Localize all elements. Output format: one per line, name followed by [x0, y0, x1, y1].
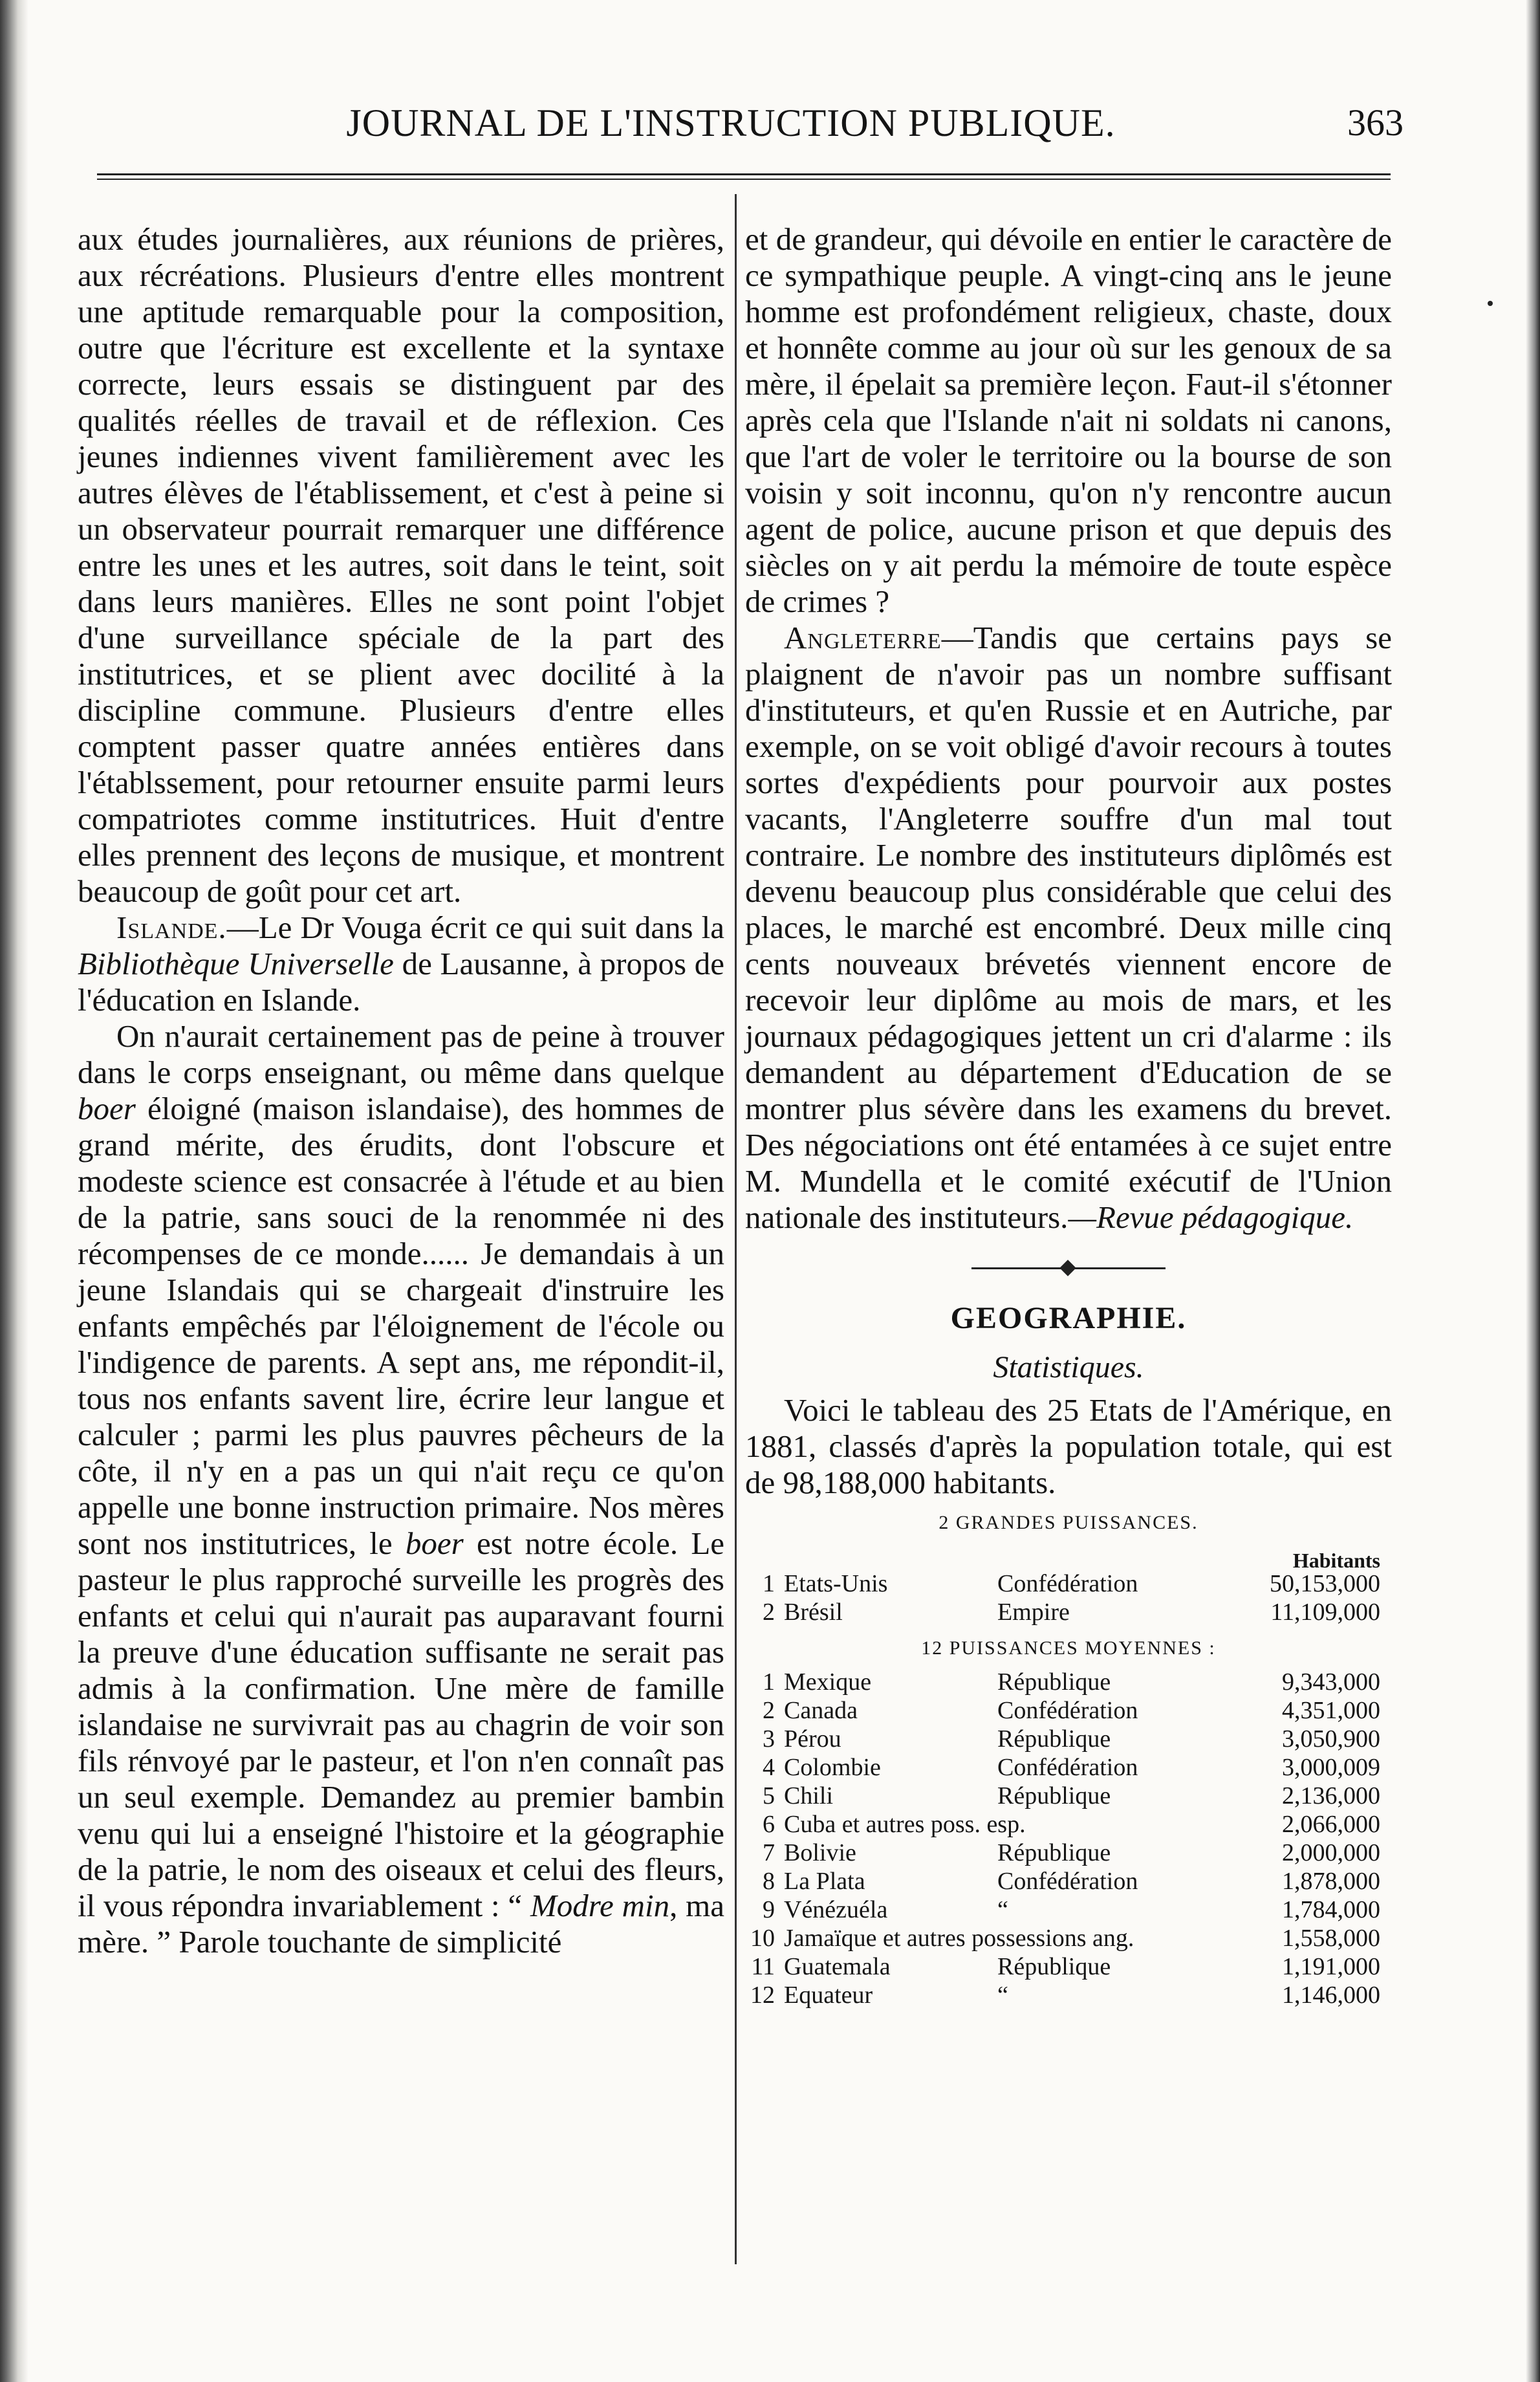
- column-header-habitants: Habitants: [1292, 1549, 1380, 1572]
- country-name: Bolivie: [784, 1839, 856, 1866]
- paragraph-islande-continued: et de grandeur, qui dévoile en entier le caractère de ce sympathique peuple. A vingt-cinq ans le jeune homme est profondément religieux, chaste, doux et honnête comme au jour où sur les genoux de sa mère, il épelait sa première leçon. Faut-il s'étonner après cela que l'Islande n'ait ni soldats ni canons, que l'art de voler le territoire ou la bourse de son voisin y soit inconnu, qu'on n'y rencontre aucun agent de police, aucune prison et que depuis des siècles on y ait perdu la mémoire de toute espèce de crimes ?: [745, 221, 1392, 619]
- country-name: Vénézuéla: [784, 1896, 888, 1923]
- source-revue-pedagogique: —Revue pédagogique.: [1068, 1199, 1354, 1235]
- population-value: 4,351,000: [1282, 1697, 1380, 1724]
- ornament-diamond: [1059, 1260, 1076, 1276]
- table-row: [745, 1839, 1392, 1867]
- islande-intro-b: de Lausanne, à propos de l'éducation en Islande.: [78, 946, 724, 1018]
- page-binding-shadow-right: [1526, 0, 1540, 2382]
- table-row: [745, 1668, 1392, 1696]
- population-value: 1,784,000: [1282, 1896, 1380, 1923]
- header-double-rule: [97, 173, 1391, 180]
- left-column: [78, 221, 724, 1960]
- paragraph-indian-students: aux études journalières, aux réunions de prières, aux récréations. Plusieurs d'entre elles montrent une aptitude remarquable pour la composition, outre que l'écriture est excellente et la syntaxe correcte, leurs essais se distinguent par des qualités réelles de travail et de réflexion. Ces jeunes indiennes vivent familièrement avec les autres élèves de l'établissement, et c'est à peine si un observateur pourrait remarquer une différence entre les unes et les autres, soit dans le teint, soit dans leurs manières. Elles ne sont point l'objet d'une surveillance spéciale de la part des institutrices, et se plient avec docilité à la discipline commune. Plusieurs d'entre elles comptent passer quatre années entières dans l'établssement, pour retourner ensuite parmi leurs compatriotes comme institutrices. Huit d'entre elles prennent des leçons de musique, et montrent beaucoup de goût pour cet art.: [78, 221, 724, 909]
- table-row: [745, 1981, 1392, 2009]
- government-type: République: [997, 1953, 1111, 1980]
- right-column: [745, 221, 1392, 2009]
- row-number: 2: [763, 1697, 775, 1724]
- table-row: [745, 1696, 1392, 1725]
- government-type: République: [997, 1668, 1111, 1696]
- population-value: 1,878,000: [1282, 1868, 1380, 1895]
- row-number: 5: [763, 1782, 775, 1809]
- country-name: Jamaïque et autres possessions ang.: [784, 1925, 1134, 1952]
- country-name: Etats-Unis: [784, 1570, 888, 1597]
- government-type: République: [997, 1839, 1111, 1866]
- table-row: [745, 1598, 1392, 1626]
- table-row: [745, 1867, 1392, 1896]
- section-ornament: [971, 1262, 1166, 1274]
- row-number: 11: [751, 1953, 775, 1980]
- population-value: 3,050,900: [1282, 1725, 1380, 1753]
- page-binding-shadow-left: [0, 0, 28, 2382]
- table-row: [745, 1810, 1392, 1839]
- row-number: 12: [750, 1982, 775, 2009]
- group-title-puissances-moyennes: 12 PUISSANCES MOYENNES :: [921, 1637, 1216, 1659]
- country-name: Brésil: [784, 1599, 843, 1626]
- section-title-geographie: GEOGRAPHIE.: [950, 1301, 1187, 1335]
- table-row: [745, 1725, 1392, 1753]
- table-puissances-moyennes: [745, 1668, 1392, 2009]
- section-label-angleterre: Angleterre: [784, 620, 942, 655]
- country-name: Chili: [784, 1782, 834, 1809]
- source-bibliotheque: Bibliothèque Universelle: [78, 946, 394, 981]
- row-number: 4: [763, 1754, 775, 1781]
- print-speck: [1488, 301, 1493, 306]
- column-divider: [735, 194, 737, 2264]
- country-name: Cuba et autres poss. esp.: [784, 1811, 1026, 1838]
- islande-quote-b: éloigné (maison islandaise), des hommes de grand mérite, des érudits, dont l'obscure et modeste science est consacrée à l'étude et au bien de la patrie, sans souci de la renommée ni des récompenses de ce monde...... Je demandais à un jeune Islandais qui se chargeait d'instruire les enfants empêchés par l'éloignement de l'école ou l'indigence de parents. A sept ans, me répondit-il, tous nos enfants savent lire, écrire leur langue et calculer ; parmi les plus pauvres pêcheurs de la côte, il n'y en a pas un qui n'ait reçu ce qu'on appelle une bonne instruction primaire. Nos mères sont nos institutrices, le: [78, 1091, 724, 1561]
- row-number: 8: [763, 1868, 775, 1895]
- row-number: 1: [763, 1570, 775, 1597]
- islande-quote-a: On n'aurait certainement pas de peine à trouver dans le corps enseignant, ou même dans quelque: [78, 1018, 724, 1090]
- country-name: Equateur: [784, 1982, 873, 2009]
- row-number: 10: [750, 1925, 775, 1952]
- table-row: [745, 1896, 1392, 1924]
- population-value: 9,343,000: [1282, 1668, 1380, 1696]
- government-type: Confédération: [997, 1570, 1138, 1597]
- row-number: 9: [763, 1896, 775, 1923]
- group-title-grandes-puissances: 2 GRANDES PUISSANCES.: [938, 1512, 1198, 1533]
- section-label-islande: Islande.: [116, 910, 227, 945]
- paragraph-statistics-intro: Voici le tableau des 25 Etats de l'Amérique, en 1881, classés d'après la population totale, qui est de 98,188,000 habitants.: [745, 1392, 1392, 1500]
- government-type: Empire: [997, 1599, 1070, 1626]
- journal-title: JOURNAL DE L'INSTRUCTION PUBLIQUE.: [346, 102, 1116, 144]
- country-name: Pérou: [784, 1725, 841, 1753]
- row-number: 3: [763, 1725, 775, 1753]
- page-number: 363: [1347, 102, 1404, 144]
- population-value: 1,191,000: [1282, 1953, 1380, 1980]
- word-boer-2: boer: [405, 1525, 464, 1561]
- government-type: Confédération: [997, 1754, 1138, 1781]
- subsection-title-statistiques: Statistiques.: [993, 1350, 1144, 1384]
- government-type: Confédération: [997, 1697, 1138, 1724]
- table-row: [745, 1782, 1392, 1810]
- population-value: 1,558,000: [1282, 1925, 1380, 1952]
- government-type: “: [997, 1982, 1008, 2009]
- islande-quote-c: est notre école. Le pasteur le plus rapproché surveille les progrès des enfants et celui qui n'aurait pas auparavant fourni la preuve d'une éducation suffisante ne serait pas admis à la confirmation. Une mère de famille islandaise ne survivrait pas au chagrin de voir son fils rénvoyé par le pasteur, et l'on n'en connaît pas un seul exemple. Demandez au premier bambin venu qui lui a enseigné l'histoire et la géographie de la patrie, le nom des oiseaux et celui des fleurs, il vous répondra invariablement : “: [78, 1525, 725, 1923]
- government-type: Confédération: [997, 1868, 1138, 1895]
- table-row: [745, 1753, 1392, 1782]
- population-value: 50,153,000: [1270, 1570, 1380, 1597]
- country-name: Mexique: [784, 1668, 872, 1696]
- population-value: 2,000,000: [1282, 1839, 1380, 1866]
- paragraph-islande-intro: [78, 910, 724, 1018]
- row-number: 2: [763, 1599, 775, 1626]
- islande-intro-a: —Le Dr Vouga écrit ce qui suit dans la: [226, 910, 724, 945]
- paragraph-angleterre: [745, 620, 1392, 1236]
- table-row: [745, 1924, 1392, 1952]
- population-value: 11,109,000: [1270, 1599, 1380, 1626]
- angleterre-text: —Tandis que certains pays se plaignent de n'avoir pas un nombre suffisant d'instituteurs, et qu'en Russie et en Autriche, par exemple, on se voit obligé d'avoir recours à toutes sortes d'expédients pour pourvoir aux postes vacants, l'Angleterre souffre d'un mal tout contraire. Le nombre des instituteurs diplômés est devenu beaucoup plus considérable que celui des places, le marché est encombré. Deux mille cinq cents nouveaux brévetés viennent encore de recevoir leur diplôme au mois de mars, et les journaux pédagogiques jettent un cri d'alarme : ils demandent au département d'Education de se montrer plus sévère dans les examens du brevet. Des négociations ont été entamées à ce sujet entre M. Mundella et le comité exécutif de l'Union nationale des instituteurs.: [745, 620, 1392, 1235]
- row-number: 7: [763, 1839, 775, 1866]
- row-number: 6: [763, 1811, 775, 1838]
- word-boer-1: boer: [78, 1091, 136, 1126]
- government-type: République: [997, 1782, 1111, 1809]
- country-name: Colombie: [784, 1754, 881, 1781]
- government-type: “: [997, 1896, 1008, 1923]
- country-name: Canada: [784, 1697, 858, 1724]
- country-name: La Plata: [784, 1868, 865, 1895]
- quote-modre-min: Modre min: [530, 1888, 670, 1923]
- paragraph-islande-quote: [78, 1018, 724, 1960]
- population-value: 2,066,000: [1282, 1811, 1380, 1838]
- population-value: 1,146,000: [1282, 1982, 1380, 2009]
- running-head: [91, 91, 1436, 155]
- population-value: 3,000,009: [1282, 1754, 1380, 1781]
- country-name: Guatemala: [784, 1953, 891, 1980]
- islande-quote-d: , ma mère. ” Parole touchante de simplicité: [78, 1888, 724, 1960]
- table-row: [745, 1952, 1392, 1981]
- stats-column-header: [745, 1542, 1392, 1572]
- government-type: République: [997, 1725, 1111, 1753]
- population-value: 2,136,000: [1282, 1782, 1380, 1809]
- row-number: 1: [763, 1668, 775, 1696]
